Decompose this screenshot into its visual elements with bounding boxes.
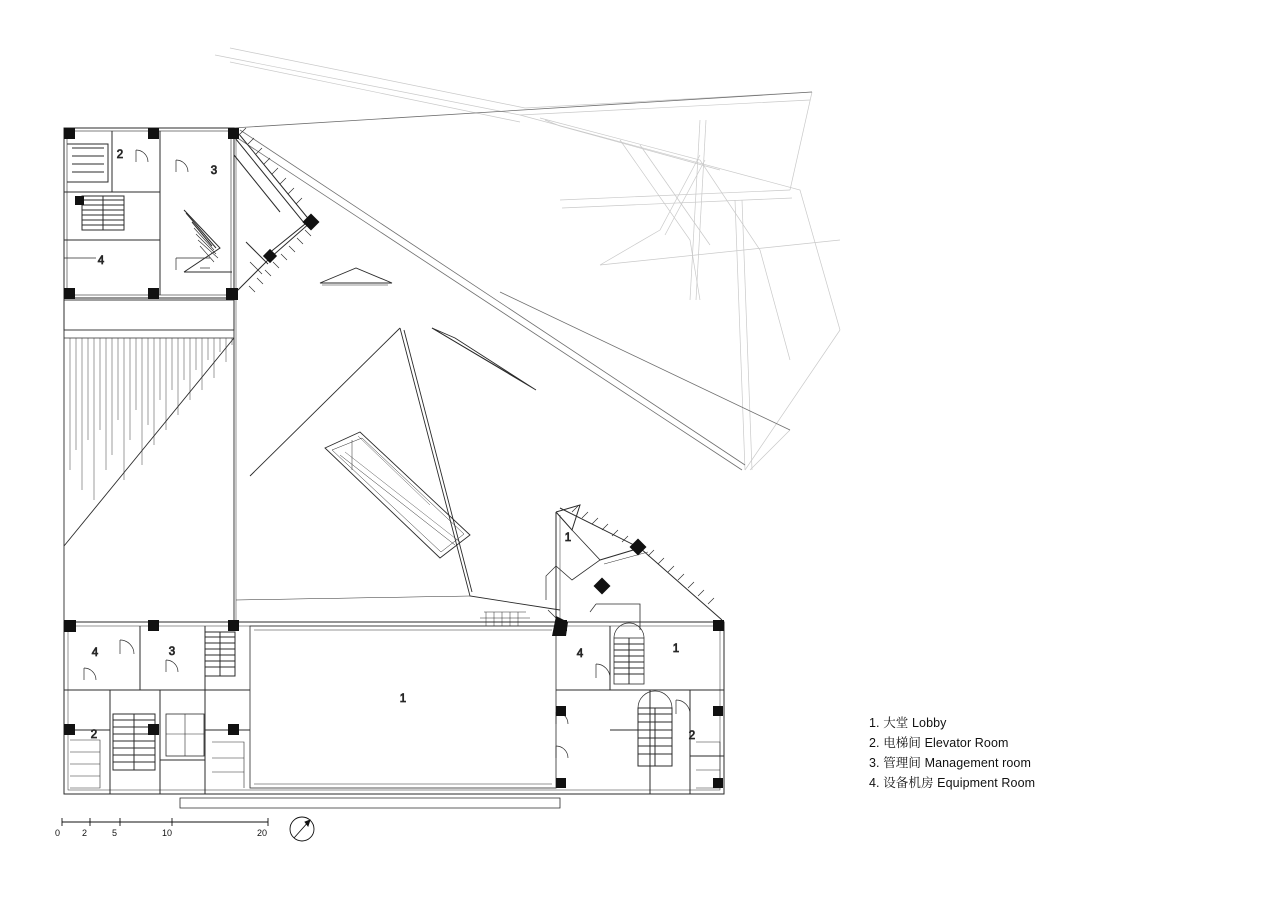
legend	[869, 713, 1189, 793]
room-label: 4	[97, 255, 105, 267]
scale-bar	[62, 818, 268, 826]
legend-item-management: 3. 管理间 Management room	[869, 756, 1031, 770]
scale-bar-labels	[55, 828, 285, 842]
room-label: 2	[116, 149, 124, 161]
scale-tick-label: 0	[55, 828, 61, 838]
legend-item-lobby: 1. 大堂 Lobby	[869, 716, 947, 730]
wall-ticks	[240, 128, 714, 604]
room-label: 3	[168, 646, 176, 658]
room-label: 4	[576, 648, 584, 660]
scale-tick-label: 10	[162, 828, 173, 838]
tilted-linear-element	[325, 432, 470, 558]
upper-left-hatch-strip	[64, 300, 234, 500]
legend-item-equipment: 4. 设备机房 Equipment Room	[869, 776, 1036, 790]
north-arrow-icon	[290, 817, 314, 841]
east-angled-wing	[546, 505, 722, 630]
room-label: 1	[564, 532, 572, 544]
structural-columns	[64, 128, 724, 788]
room-label: 1	[672, 643, 680, 655]
legend-item-elevator: 2. 电梯间 Elevator Room	[869, 736, 1009, 750]
room-label: 4	[91, 647, 99, 659]
courtyard-outlines	[64, 128, 560, 622]
scale-tick-label: 5	[112, 828, 118, 838]
scale-tick-label: 20	[257, 828, 268, 838]
scale-tick-label: 2	[82, 828, 88, 838]
room-label: 3	[210, 165, 218, 177]
site-boundary	[233, 92, 812, 470]
room-label: 2	[688, 730, 696, 742]
room-number-labels	[91, 149, 695, 742]
upper-left-angled-wing	[184, 128, 311, 296]
plan-linework	[62, 48, 840, 841]
lower-block	[64, 612, 724, 808]
room-label: 2	[90, 729, 98, 741]
room-label: 1	[399, 693, 407, 705]
site-context-lines	[215, 48, 840, 470]
